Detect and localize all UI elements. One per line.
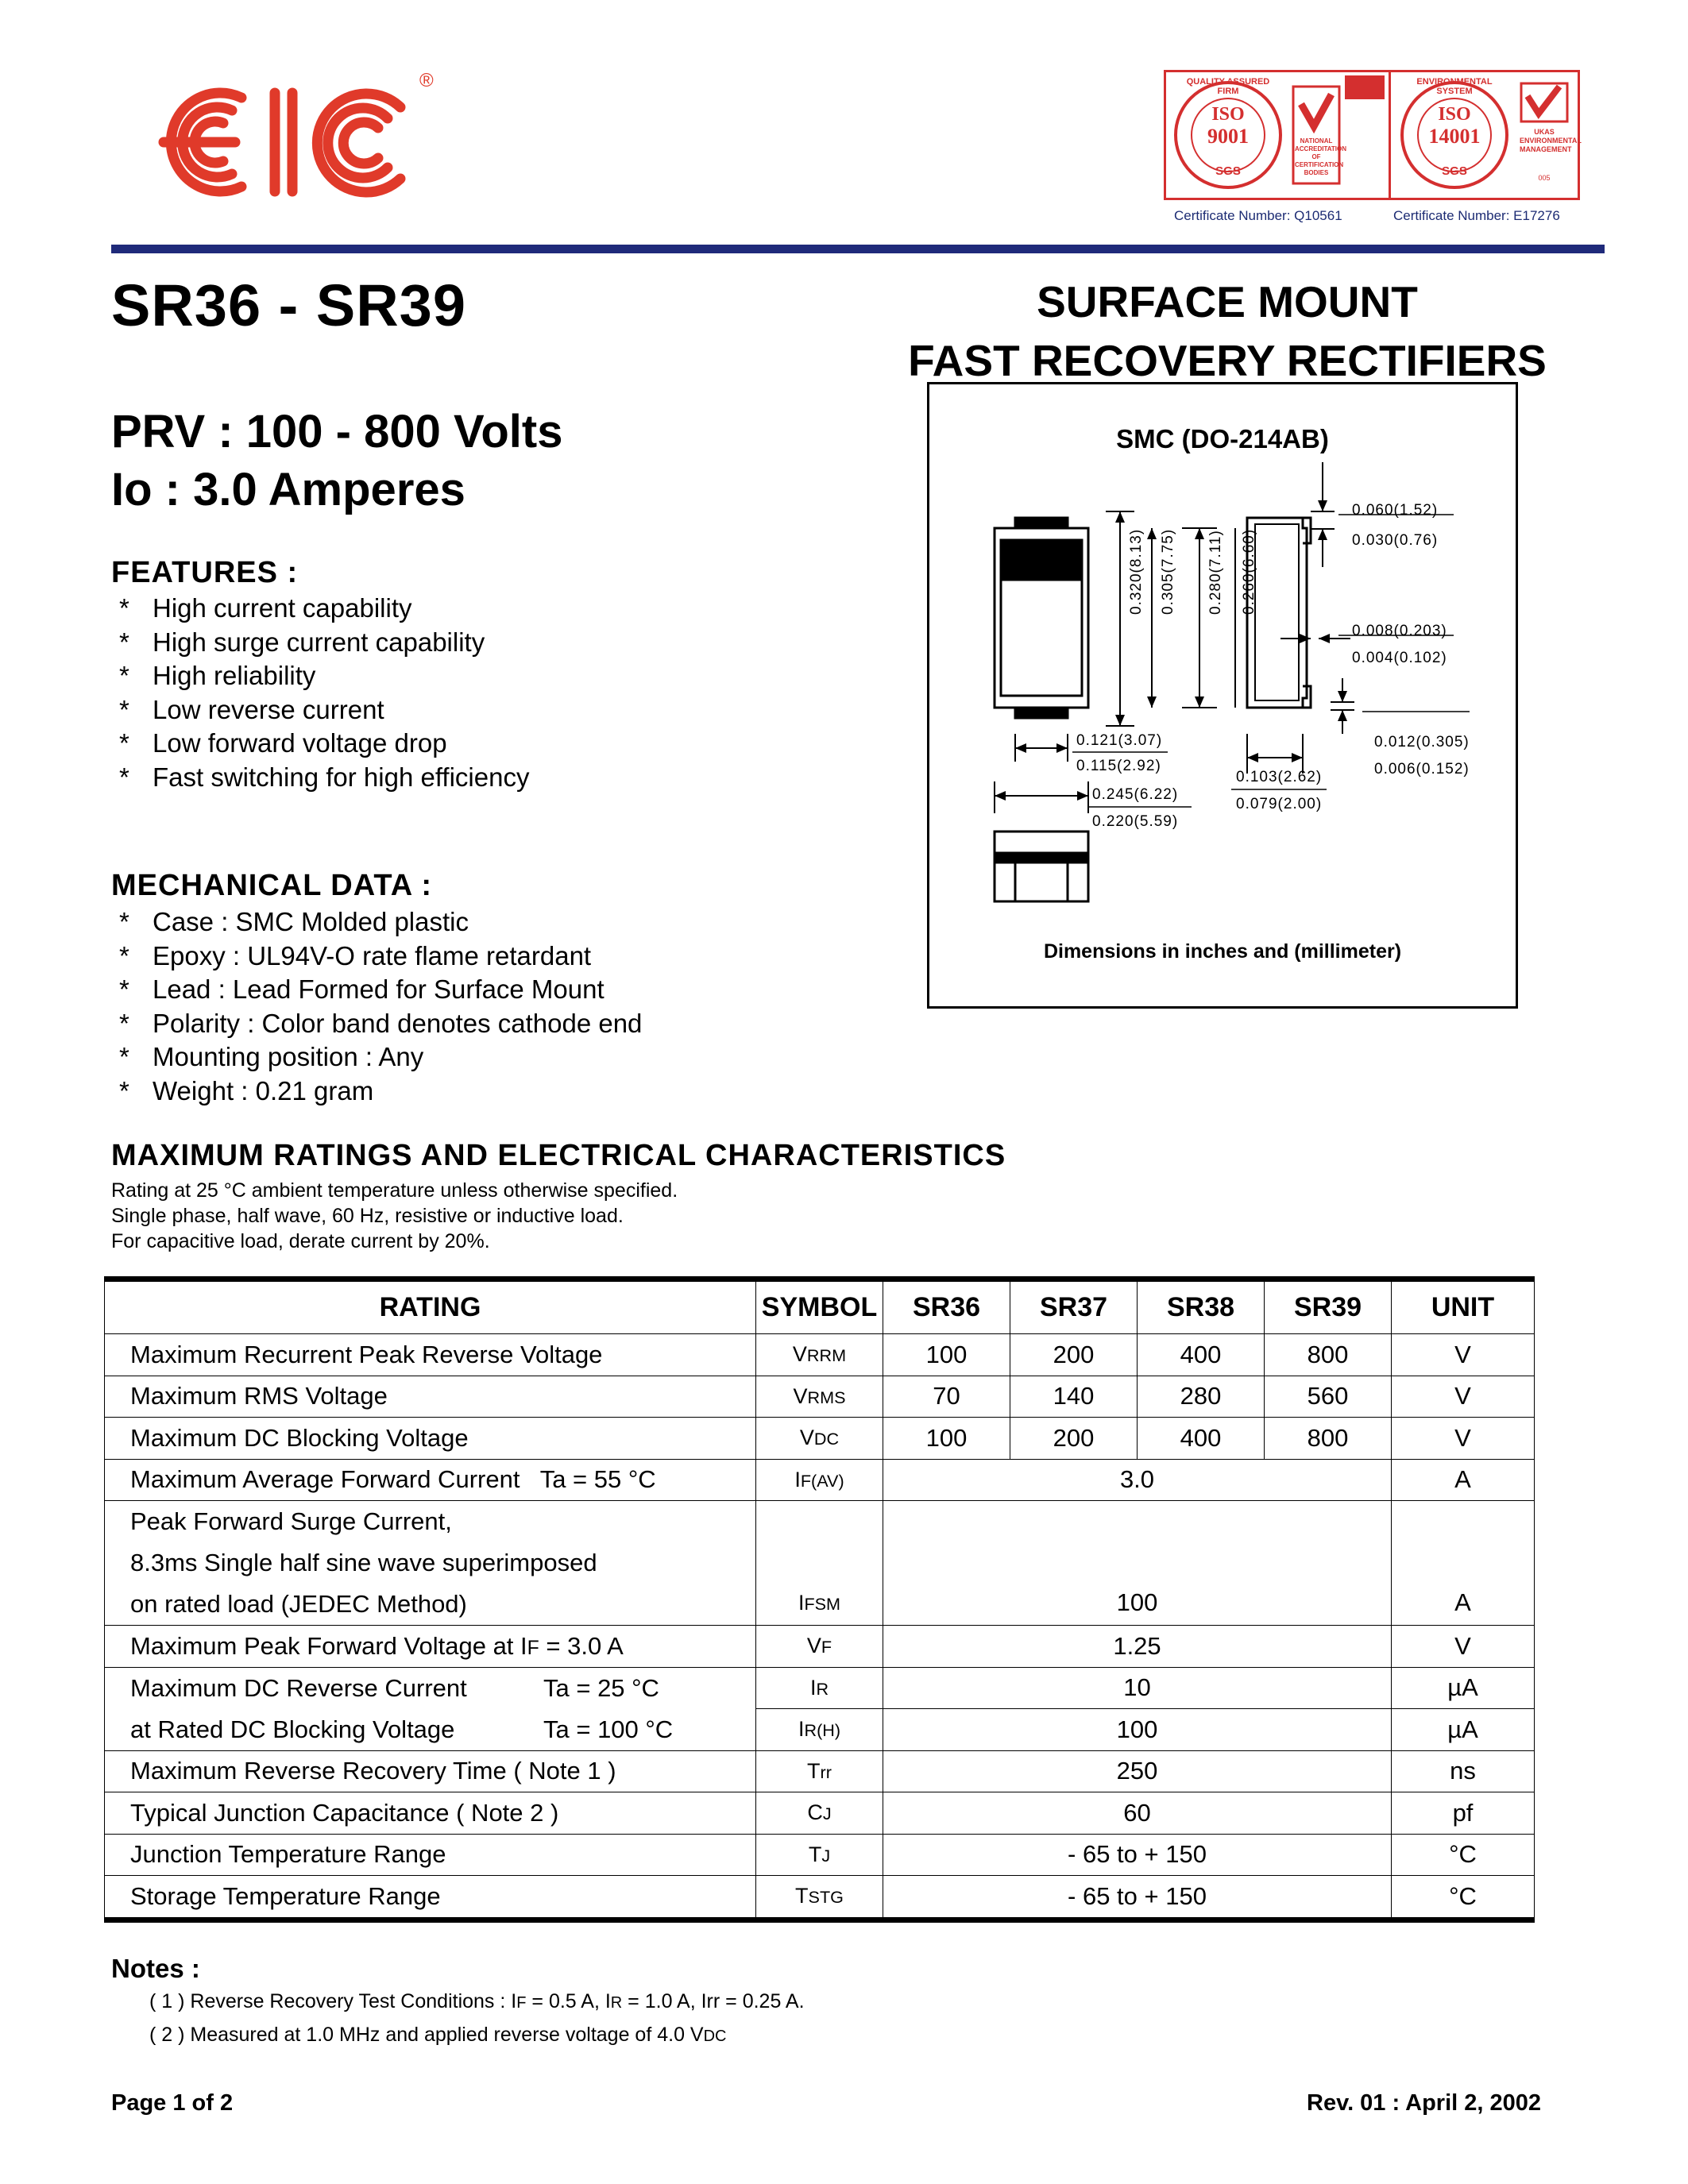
column-header: SR39 (1265, 1279, 1392, 1334)
dim-pad-width-max: 0.121(3.07) (1076, 732, 1163, 749)
value-cell: 10 (883, 1667, 1392, 1709)
iso14001-iso: ISO (1438, 104, 1471, 125)
note-2: ( 2 ) Measured at 1.0 MHz and applied reverse voltage of 4.0 VDC (149, 2024, 727, 2046)
rating-cell: Typical Junction Capacitance ( Note 2 ) (105, 1792, 756, 1835)
eic-logo (148, 75, 418, 210)
symbol-cell: Trr (756, 1750, 883, 1792)
column-header: SR36 (883, 1279, 1010, 1334)
io-rating: Io : 3.0 Amperes (111, 464, 465, 515)
unit-cell: ns (1392, 1750, 1535, 1792)
column-header: SR38 (1138, 1279, 1265, 1334)
unit-cell: V (1392, 1376, 1535, 1418)
unit-cell: V (1392, 1334, 1535, 1376)
dim-side-width-min: 0.079(2.00) (1236, 796, 1323, 812)
iso9001-code: 9001 (1207, 125, 1249, 148)
value-cell: 3.0 (883, 1459, 1392, 1501)
iso9001-sgs: SGS (1215, 164, 1241, 178)
value-cell: 800 (1265, 1418, 1392, 1460)
rating-cell: Maximum DC Reverse Current Ta = 25 °C (105, 1667, 756, 1709)
header-rule (111, 245, 1605, 253)
column-header: SYMBOL (756, 1279, 883, 1334)
table-row (105, 1750, 1535, 1792)
revision-date: Rev. 01 : April 2, 2002 (1307, 2090, 1541, 2116)
certificate-number-14001: Certificate Number: E17276 (1393, 208, 1560, 223)
certificate-number-9001: Certificate Number: Q10561 (1174, 208, 1342, 223)
iso14001-certificate (1389, 70, 1580, 200)
iso14001-code: 14001 (1428, 125, 1481, 148)
symbol-cell: VDC (756, 1418, 883, 1460)
symbol-cell: VRMS (756, 1376, 883, 1418)
list-item: * High reliability (119, 661, 316, 691)
list-item: * Polarity : Color band denotes cathode end (119, 1008, 643, 1038)
package-title: SMC (DO-214AB) (1116, 424, 1329, 453)
dim-lead-thickness-min: 0.030(0.76) (1352, 532, 1439, 549)
symbol-cell: TJ (756, 1834, 883, 1876)
value-cell: 400 (1138, 1334, 1265, 1376)
value-cell: 800 (1265, 1334, 1392, 1376)
rating-cell: Peak Forward Surge Current, 8.3ms Single half sine wave superimposed on rated load (JEDEC Method) (105, 1501, 756, 1626)
table-row (105, 1418, 1535, 1460)
unit-cell: pf (1392, 1792, 1535, 1835)
prv-rating: PRV : 100 - 800 Volts (111, 406, 563, 457)
unit-cell: V (1392, 1418, 1535, 1460)
iso9001-certificate (1164, 70, 1400, 200)
value-cell: 200 (1010, 1334, 1138, 1376)
rating-cell: Junction Temperature Range (105, 1834, 756, 1876)
dim-foot-min: 0.006(0.152) (1374, 761, 1470, 778)
value-cell: 100 (883, 1418, 1010, 1460)
condition-line: Rating at 25 °C ambient temperature unless otherwise specified. (111, 1179, 678, 1202)
rating-cell: Maximum RMS Voltage (105, 1376, 756, 1418)
list-item: * Case : SMC Molded plastic (119, 907, 469, 936)
value-cell: 560 (1265, 1376, 1392, 1418)
rating-cell: Maximum Average Forward Current Ta = 55 °C (105, 1459, 756, 1501)
unit-cell: °C (1392, 1876, 1535, 1920)
unit-cell: A (1392, 1501, 1535, 1626)
list-item: * High surge current capability (119, 627, 485, 657)
mechanical-list (111, 905, 642, 1109)
symbol-cell: IR(H) (756, 1709, 883, 1751)
iso9001-badge-text: NATIONAL ACCREDITATION OF CERTIFICATION BODIES (1295, 137, 1347, 176)
value-cell: 100 (883, 1501, 1392, 1626)
value-cell: 140 (1010, 1376, 1138, 1418)
iso14001-ring-text: ENVIRONMENTAL SYSTEM (1416, 77, 1493, 96)
list-item: * High current capability (119, 593, 412, 623)
package-drawing (929, 384, 1516, 1006)
table-row (105, 1709, 1535, 1751)
iso14001-badge-text: UKAS ENVIRONMENTAL MANAGEMENT (1520, 128, 1582, 153)
package-outline-box (927, 382, 1518, 1009)
dim-lead-width-min: 0.004(0.102) (1352, 650, 1447, 666)
ratings-table (104, 1276, 1535, 1923)
dim-side-width-max: 0.103(2.62) (1236, 769, 1323, 785)
table-row (105, 1876, 1535, 1920)
column-header: UNIT (1392, 1279, 1535, 1334)
condition-line: For capacitive load, derate current by 20%. (111, 1230, 490, 1252)
note-1: ( 1 ) Reverse Recovery Test Conditions : IF = 0.5 A, IR = 1.0 A, Irr = 0.25 A. (149, 1990, 805, 2012)
eic-logo-mark (148, 75, 418, 210)
table-row (105, 1834, 1535, 1876)
value-cell: 100 (883, 1709, 1392, 1751)
notes-heading: Notes : (111, 1954, 200, 1983)
table-row (105, 1667, 1535, 1709)
package-dimensions-note: Dimensions in inches and (millimeter) (1043, 940, 1402, 963)
list-item: * Fast switching for high efficiency (119, 762, 530, 792)
column-header: RATING (105, 1279, 756, 1334)
iso14001-sgs: SGS (1442, 164, 1467, 178)
list-item: * Mounting position : Any (119, 1042, 424, 1072)
rating-cell: Maximum Recurrent Peak Reverse Voltage (105, 1334, 756, 1376)
value-cell: 280 (1138, 1376, 1265, 1418)
symbol-cell: VF (756, 1626, 883, 1668)
iso9001-ring-text: QUALITY ASSURED FIRM (1186, 77, 1270, 96)
iso9001-iso: ISO (1211, 104, 1245, 125)
ratings-conditions (111, 1178, 678, 1254)
column-header: SR37 (1010, 1279, 1138, 1334)
dim-foot-max: 0.012(0.305) (1374, 734, 1470, 751)
symbol-cell: VRRM (756, 1334, 883, 1376)
list-item: * Lead : Lead Formed for Surface Mount (119, 974, 605, 1005)
table-row (105, 1792, 1535, 1835)
table-row (105, 1501, 1535, 1626)
dim-lead-thickness-max: 0.060(1.52) (1352, 502, 1439, 519)
symbol-cell: CJ (756, 1792, 883, 1835)
dim-body-height-min: 0.260(6.60) (1241, 528, 1257, 615)
registered-mark: ® (419, 70, 434, 91)
condition-line: Single phase, half wave, 60 Hz, resistive or inductive load. (111, 1205, 624, 1227)
dim-body-width-min: 0.220(5.59) (1092, 813, 1179, 830)
symbol-cell: IFSM (756, 1501, 883, 1626)
dim-pad-width-min: 0.115(2.92) (1076, 758, 1161, 774)
unit-cell: V (1392, 1626, 1535, 1668)
dim-overall-height-min: 0.305(7.75) (1160, 528, 1176, 615)
subtitle-line-2: FAST RECOVERY RECTIFIERS (908, 336, 1547, 385)
mechanical-heading: MECHANICAL DATA : (111, 869, 432, 902)
rating-cell: Maximum Peak Forward Voltage at IF = 3.0 A (105, 1626, 756, 1668)
value-cell: 200 (1010, 1418, 1138, 1460)
value-cell: 100 (883, 1334, 1010, 1376)
unit-cell: A (1392, 1459, 1535, 1501)
value-cell: 60 (883, 1792, 1392, 1835)
value-cell: 1.25 (883, 1626, 1392, 1668)
ratings-heading: MAXIMUM RATINGS AND ELECTRICAL CHARACTERISTICS (111, 1139, 1006, 1172)
features-list (111, 592, 529, 795)
iso14001-badge-sub: 005 (1538, 174, 1551, 182)
symbol-cell: TSTG (756, 1876, 883, 1920)
value-cell: 70 (883, 1376, 1010, 1418)
dim-body-height-max: 0.280(7.11) (1207, 530, 1224, 615)
symbol-cell: IF(AV) (756, 1459, 883, 1501)
subtitle-line-1: SURFACE MOUNT (1037, 277, 1418, 326)
product-subtitle (866, 272, 1589, 390)
value-cell: - 65 to + 150 (883, 1834, 1392, 1876)
list-item: * Weight : 0.21 gram (119, 1075, 374, 1106)
rating-cell: Storage Temperature Range (105, 1876, 756, 1920)
list-item: * Low forward voltage drop (119, 728, 447, 758)
table-row (105, 1334, 1535, 1376)
list-item: * Epoxy : UL94V-O rate flame retardant (119, 940, 592, 970)
table-row (105, 1376, 1535, 1418)
rating-cell: Maximum DC Blocking Voltage (105, 1418, 756, 1460)
list-item: * Low reverse current (119, 694, 384, 724)
symbol-cell: IR (756, 1667, 883, 1709)
features-heading: FEATURES : (111, 556, 299, 589)
dim-lead-width-max: 0.008(0.203) (1352, 623, 1447, 639)
dim-overall-height-max: 0.320(8.13) (1128, 528, 1145, 615)
rating-cell: at Rated DC Blocking Voltage Ta = 100 °C (105, 1709, 756, 1751)
value-cell: 400 (1138, 1418, 1265, 1460)
unit-cell: µA (1392, 1709, 1535, 1751)
table-header-row (105, 1279, 1535, 1334)
unit-cell: µA (1392, 1667, 1535, 1709)
table-row (105, 1459, 1535, 1501)
value-cell: 250 (883, 1750, 1392, 1792)
rating-cell: Maximum Reverse Recovery Time ( Note 1 ) (105, 1750, 756, 1792)
page-number: Page 1 of 2 (111, 2090, 234, 2116)
value-cell: - 65 to + 150 (883, 1876, 1392, 1920)
table-row (105, 1626, 1535, 1668)
part-number-title: SR36 - SR39 (111, 272, 466, 338)
dim-body-width-max: 0.245(6.22) (1092, 786, 1179, 803)
unit-cell: °C (1392, 1834, 1535, 1876)
